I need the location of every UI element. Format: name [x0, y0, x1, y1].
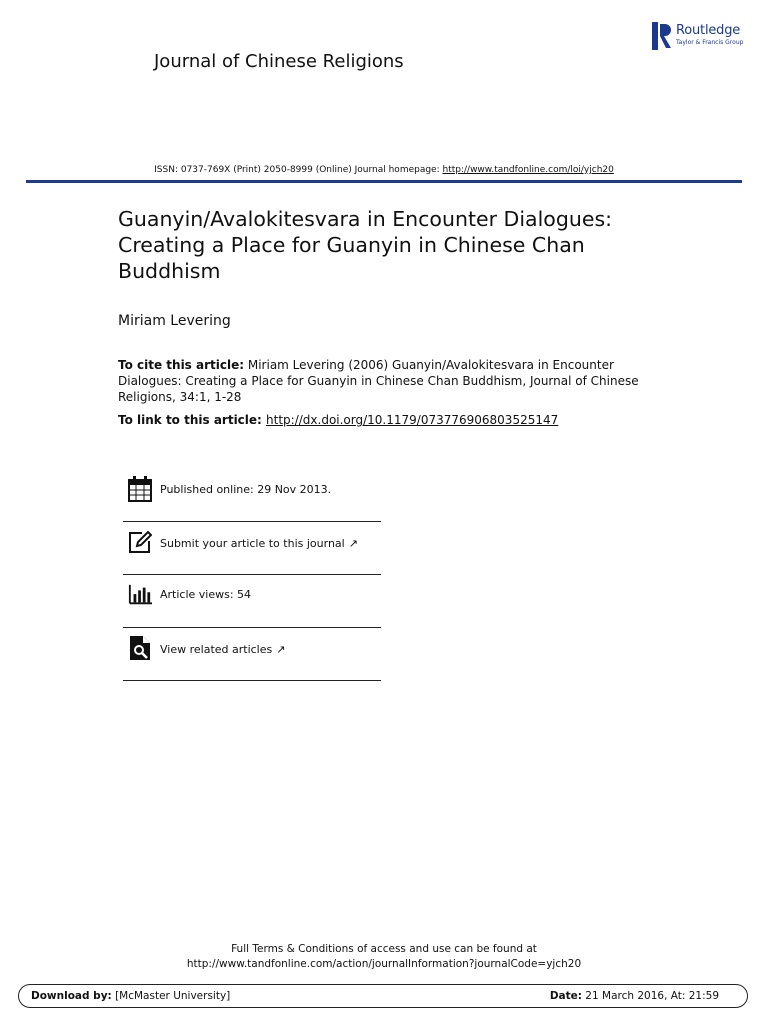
edit-icon: [128, 529, 152, 555]
download-date: [550, 990, 719, 1002]
external-link-icon: ↗: [348, 537, 358, 550]
doi-link[interactable]: http://dx.doi.org/10.1179/073776906803525147: [266, 413, 559, 427]
issn-line: [0, 165, 768, 175]
external-link-icon: ↗: [276, 643, 286, 656]
related-articles-row[interactable]: [124, 635, 380, 665]
cite-text: Miriam Levering (2006) Guanyin/Avalokitesvara in Encounter Dialogues: Creating a Place for Guanyin in Chinese Chan Buddhism, Journal of Chinese Religions, 34:1, 1-28: [118, 358, 639, 404]
issn-text: ISSN: 0737-769X (Print) 2050-8999 (Online) Journal homepage:: [154, 165, 443, 175]
publisher-logo: [652, 22, 748, 52]
download-by: [31, 990, 230, 1002]
journal-title: Journal of Chinese Religions: [154, 51, 404, 72]
download-value: [McMaster University]: [111, 990, 231, 1002]
cite-label: To cite this article:: [118, 358, 245, 372]
article-link: [118, 413, 558, 427]
terms-url[interactable]: http://www.tandfonline.com/action/journalInformation?journalCode=yjch20: [186, 958, 582, 970]
date-value: 21 March 2016, At: 21:59: [581, 990, 719, 1002]
divider: [123, 680, 381, 681]
routledge-logo-icon: [652, 22, 672, 50]
divider: [123, 521, 381, 522]
download-label: Download by:: [31, 990, 112, 1002]
author-name: Miriam Levering: [118, 313, 231, 329]
article-views-row: [124, 582, 380, 608]
link-label: To link to this article:: [118, 413, 267, 427]
article-views-text: Article views: 54: [160, 588, 252, 601]
divider: [123, 574, 381, 575]
article-title-line: Buddhism: [118, 259, 221, 283]
article-title-line: Guanyin/Avalokitesvara in Encounter Dialogues:: [118, 207, 613, 231]
published-online-row: [124, 476, 380, 506]
calendar-icon: [128, 476, 152, 502]
journal-homepage-link[interactable]: http://www.tandfonline.com/loi/yjch20: [442, 165, 614, 175]
footer-terms: [0, 942, 768, 972]
article-title-line: Creating a Place for Guanyin in Chinese Chan: [118, 233, 585, 257]
bar-chart-icon: [128, 582, 152, 608]
published-online-text: Published online: 29 Nov 2013.: [160, 483, 332, 496]
header-rule: [26, 180, 742, 183]
related-articles-text: View related articles: [160, 643, 273, 656]
submit-article-text: Submit your article to this journal: [160, 537, 345, 550]
date-label: Date:: [549, 990, 582, 1002]
publisher-name: Routledge: [676, 23, 741, 38]
related-articles-link[interactable]: [160, 643, 285, 656]
terms-line: Full Terms & Conditions of access and use can be found at: [231, 943, 537, 955]
article-title: [118, 206, 678, 284]
submit-article-link[interactable]: [160, 537, 358, 550]
publisher-subtitle: Taylor & Francis Group: [676, 39, 744, 46]
submit-article-row[interactable]: [124, 529, 380, 559]
divider: [123, 627, 381, 628]
download-info-bar: [18, 984, 748, 1008]
citation: [118, 357, 648, 405]
document-search-icon: [128, 635, 152, 661]
